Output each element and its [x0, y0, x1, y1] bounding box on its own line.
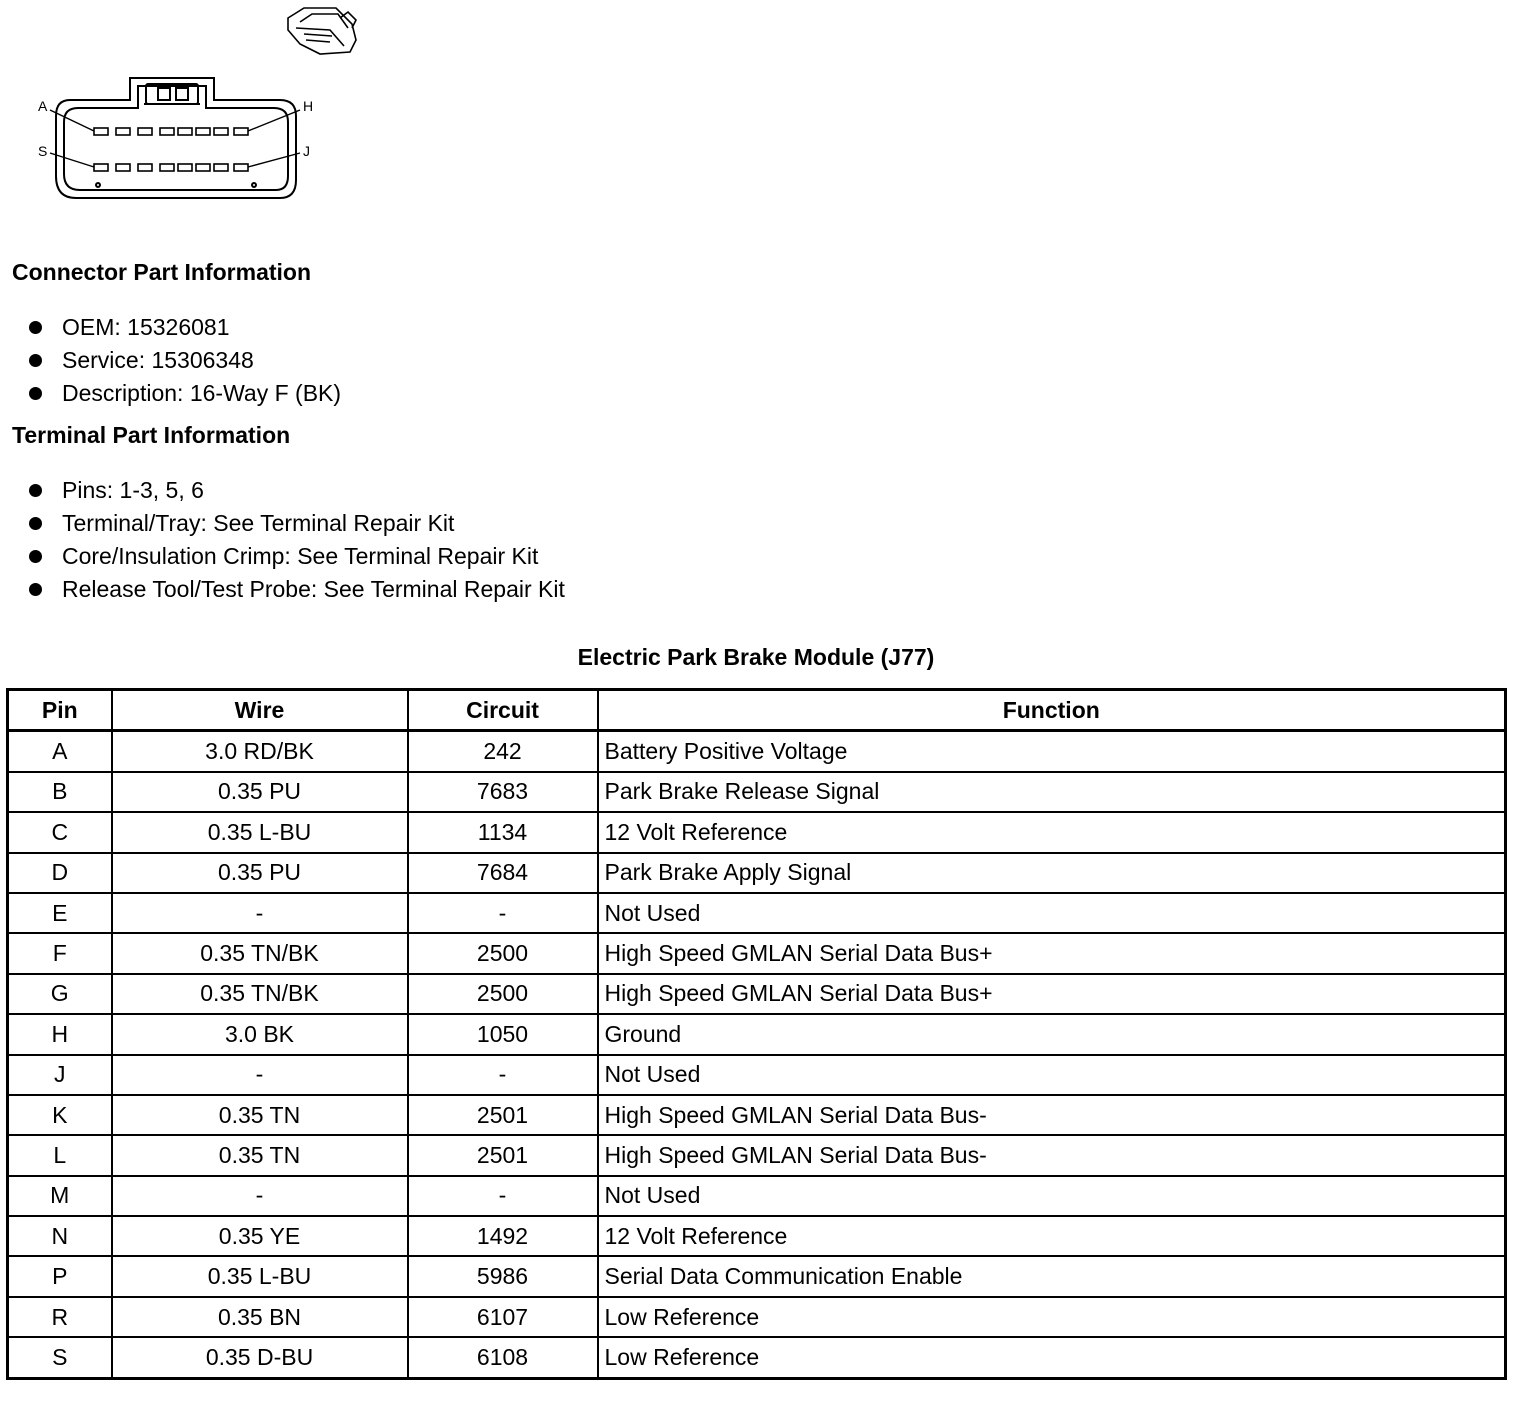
cell-circuit: 6108	[408, 1337, 598, 1378]
cell-pin: B	[8, 772, 112, 812]
cell-function: 12 Volt Reference	[598, 812, 1506, 852]
cell-circuit: 6107	[408, 1297, 598, 1337]
cell-function: Park Brake Apply Signal	[598, 853, 1506, 893]
table-row	[8, 1216, 1506, 1256]
cell-function: High Speed GMLAN Serial Data Bus-	[598, 1095, 1506, 1135]
terminal-info-title: Terminal Part Information	[12, 422, 291, 448]
list-item: OEM: 15326081	[26, 311, 341, 344]
cell-function: 12 Volt Reference	[598, 1216, 1506, 1256]
cell-wire: 0.35 BN	[112, 1297, 408, 1337]
cell-function: Not Used	[598, 1055, 1506, 1095]
cell-pin: R	[8, 1297, 112, 1337]
cell-wire: 0.35 PU	[112, 853, 408, 893]
connector-face	[56, 78, 296, 198]
cell-pin: P	[8, 1256, 112, 1296]
cell-circuit: 7684	[408, 853, 598, 893]
cell-wire: 3.0 BK	[112, 1014, 408, 1054]
header-function: Function	[598, 690, 1506, 731]
header-wire: Wire	[112, 690, 408, 731]
table-row	[8, 1135, 1506, 1175]
cell-function: High Speed GMLAN Serial Data Bus+	[598, 974, 1506, 1014]
table-row	[8, 1176, 1506, 1216]
pin-label-s: S	[38, 143, 48, 159]
table-header-row	[8, 690, 1506, 731]
cell-wire: 0.35 PU	[112, 772, 408, 812]
cell-circuit: 2501	[408, 1135, 598, 1175]
cell-circuit: 1134	[408, 812, 598, 852]
table-row	[8, 1095, 1506, 1135]
cell-wire: -	[112, 1055, 408, 1095]
cell-function: Serial Data Communication Enable	[598, 1256, 1506, 1296]
list-item: Terminal/Tray: See Terminal Repair Kit	[26, 507, 565, 540]
table-row	[8, 1014, 1506, 1054]
connector-thumbnail-icon	[288, 8, 356, 54]
connector-info-list	[26, 311, 341, 410]
cell-wire: 0.35 TN/BK	[112, 974, 408, 1014]
cell-wire: 3.0 RD/BK	[112, 731, 408, 772]
connector-diagram	[0, 0, 380, 220]
cell-circuit: 2501	[408, 1095, 598, 1135]
table-row	[8, 731, 1506, 772]
cell-wire: -	[112, 1176, 408, 1216]
table-row	[8, 772, 1506, 812]
cell-function: Ground	[598, 1014, 1506, 1054]
cell-circuit: 7683	[408, 772, 598, 812]
pin-row-bottom	[94, 164, 248, 171]
cell-wire: 0.35 L-BU	[112, 812, 408, 852]
cell-circuit: -	[408, 1176, 598, 1216]
cell-wire: 0.35 L-BU	[112, 1256, 408, 1296]
cell-pin: K	[8, 1095, 112, 1135]
table-row	[8, 1297, 1506, 1337]
cell-pin: D	[8, 853, 112, 893]
list-item: Core/Insulation Crimp: See Terminal Repair Kit	[26, 540, 565, 573]
cell-wire: 0.35 D-BU	[112, 1337, 408, 1378]
cell-circuit: 2500	[408, 974, 598, 1014]
cell-circuit: 242	[408, 731, 598, 772]
cell-circuit: 1492	[408, 1216, 598, 1256]
connector-info-title: Connector Part Information	[12, 259, 312, 285]
list-item: Description: 16-Way F (BK)	[26, 377, 341, 410]
cell-circuit: 1050	[408, 1014, 598, 1054]
cell-wire: 0.35 YE	[112, 1216, 408, 1256]
pin-label-j: J	[303, 143, 310, 159]
cell-function: High Speed GMLAN Serial Data Bus+	[598, 933, 1506, 973]
cell-pin: F	[8, 933, 112, 973]
cell-pin: E	[8, 893, 112, 933]
table-row	[8, 893, 1506, 933]
list-item: Service: 15306348	[26, 344, 341, 377]
table-row	[8, 812, 1506, 852]
table-row	[8, 853, 1506, 893]
cell-pin: G	[8, 974, 112, 1014]
cell-function: High Speed GMLAN Serial Data Bus-	[598, 1135, 1506, 1175]
cell-wire: 0.35 TN	[112, 1135, 408, 1175]
table-row	[8, 933, 1506, 973]
cell-function: Battery Positive Voltage	[598, 731, 1506, 772]
cell-function: Low Reference	[598, 1337, 1506, 1378]
pin-leader-lines	[50, 110, 300, 167]
cell-circuit: 2500	[408, 933, 598, 973]
cell-circuit: -	[408, 893, 598, 933]
cell-pin: L	[8, 1135, 112, 1175]
list-item: Release Tool/Test Probe: See Terminal Repair Kit	[26, 573, 565, 606]
table-title: Electric Park Brake Module (J77)	[577, 644, 935, 670]
cell-pin: A	[8, 731, 112, 772]
cell-pin: H	[8, 1014, 112, 1054]
terminal-info-list	[26, 474, 565, 606]
cell-function: Low Reference	[598, 1297, 1506, 1337]
pin-label-h: H	[303, 98, 314, 114]
pin-label-a: A	[38, 98, 48, 114]
cell-pin: J	[8, 1055, 112, 1095]
cell-pin: N	[8, 1216, 112, 1256]
cell-circuit: 5986	[408, 1256, 598, 1296]
cell-function: Not Used	[598, 893, 1506, 933]
cell-wire: 0.35 TN	[112, 1095, 408, 1135]
cell-pin: S	[8, 1337, 112, 1378]
cell-pin: C	[8, 812, 112, 852]
pinout-table	[6, 688, 1507, 1380]
cell-wire: 0.35 TN/BK	[112, 933, 408, 973]
cell-circuit: -	[408, 1055, 598, 1095]
table-row	[8, 1256, 1506, 1296]
cell-function: Not Used	[598, 1176, 1506, 1216]
header-pin: Pin	[8, 690, 112, 731]
cell-function: Park Brake Release Signal	[598, 772, 1506, 812]
table-row	[8, 974, 1506, 1014]
list-item: Pins: 1-3, 5, 6	[26, 474, 565, 507]
cell-pin: M	[8, 1176, 112, 1216]
table-row	[8, 1055, 1506, 1095]
header-circuit: Circuit	[408, 690, 598, 731]
pin-row-top	[94, 128, 248, 135]
table-row	[8, 1337, 1506, 1378]
cell-wire: -	[112, 893, 408, 933]
